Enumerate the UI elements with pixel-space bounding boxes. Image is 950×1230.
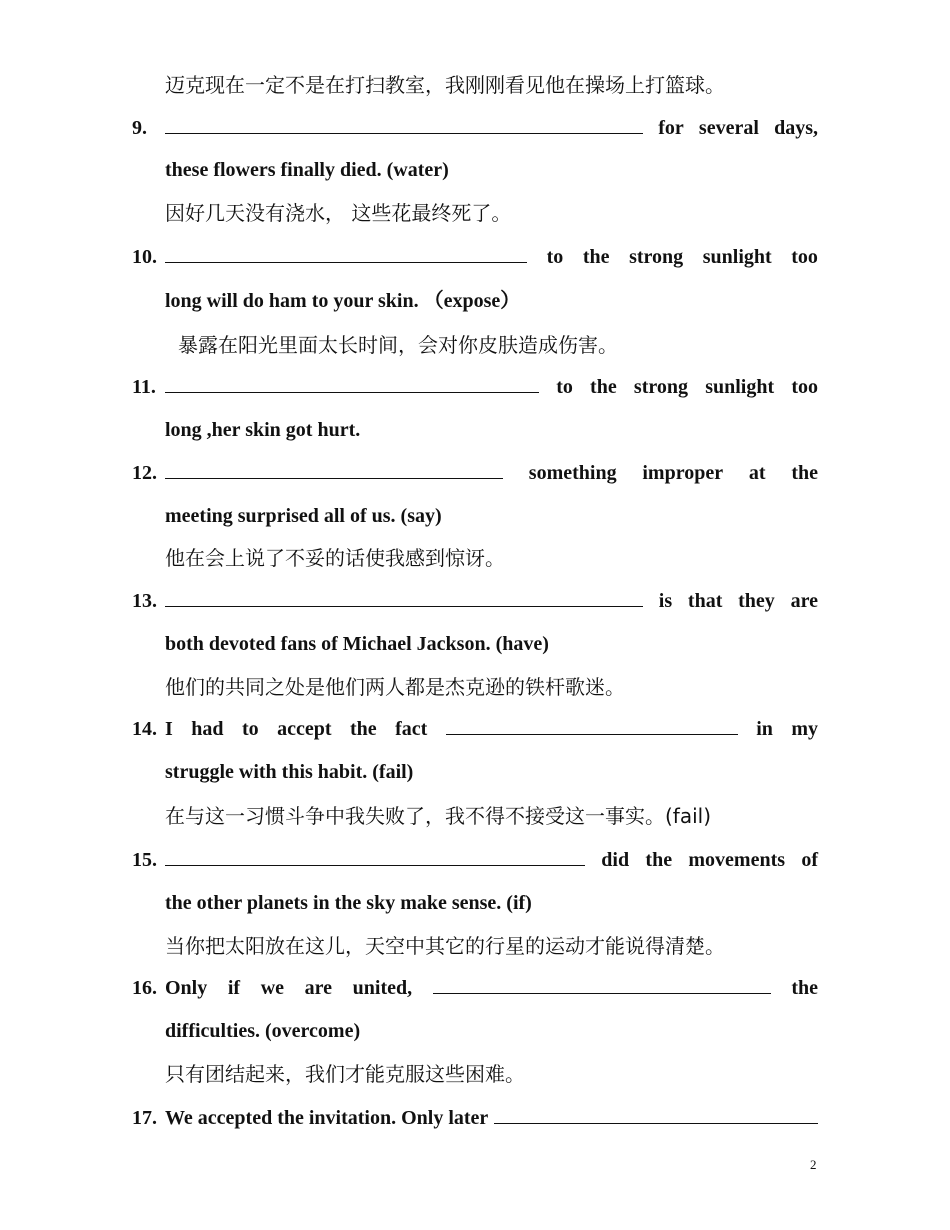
word: at (748, 462, 766, 484)
item-13-line-2 (0, 623, 950, 665)
word: strong (629, 246, 684, 268)
item-11-line-1 (0, 366, 950, 408)
word: the (791, 462, 818, 484)
item-10-chinese-line (0, 324, 950, 366)
item-9-chinese-line (0, 192, 950, 234)
item-16-line-1 (0, 967, 950, 1009)
answer-blank[interactable] (165, 121, 643, 134)
word: to (546, 246, 564, 268)
chinese-translation: 当你把太阳放在这儿，天空中其它的行星的运动才能说得清楚。 (165, 934, 725, 958)
sentence-text: these flowers finally died. (water) (165, 159, 449, 181)
word: are (790, 590, 818, 612)
item-number: 12. (132, 462, 157, 484)
item-number: 14. (132, 718, 157, 740)
item-15-line-2 (0, 882, 950, 924)
item-number: 11. (132, 376, 156, 398)
word: if (227, 977, 241, 999)
answer-blank[interactable] (446, 722, 738, 735)
item-12-line-1 (0, 452, 950, 494)
answer-blank[interactable] (433, 981, 771, 994)
item-15-line-1 (0, 839, 950, 881)
chinese-translation: 在与这一习惯斗争中我失败了，我不得不接受这一事实。(fail) (165, 804, 712, 828)
item-9-line-1 (0, 107, 950, 149)
word: is (658, 590, 673, 612)
item-number: 15. (132, 849, 157, 871)
item-14-line-1 (0, 708, 950, 750)
item-17-line-1 (0, 1097, 950, 1139)
word: united, (352, 977, 413, 999)
sentence-text: struggle with this habit. (fail) (165, 761, 414, 783)
item-13-chinese-line (0, 666, 950, 708)
sentence-text: long ,her skin got hurt. (165, 419, 361, 441)
word: something (528, 462, 617, 484)
item-15-chinese-line (0, 925, 950, 967)
item-13-line-1 (0, 580, 950, 622)
item-16-chinese-line (0, 1053, 950, 1095)
word: in (756, 718, 773, 740)
sentence-text: long will do ham to your skin. （expose） (165, 290, 521, 312)
chinese-translation: 因好几天没有浇水， 这些花最终死了。 (165, 201, 512, 225)
word: accept (277, 718, 332, 740)
item-10-line-1 (0, 236, 950, 278)
sentence-text: the other planets in the sky make sense. (if) (165, 892, 532, 914)
sentence-text: both devoted fans of Michael Jackson. (have) (165, 633, 549, 655)
word: the (582, 246, 610, 268)
chinese-translation: 他们的共同之处是他们两人都是杰克逊的铁杆歌迷。 (165, 675, 625, 699)
word: the (349, 718, 377, 740)
word: days, (774, 117, 818, 139)
chinese-translation: 只有团结起来，我们才能克服这些困难。 (165, 1062, 525, 1086)
word: several (698, 117, 759, 139)
word: the (791, 977, 818, 999)
word: fact (395, 718, 428, 740)
page-number: 2 (810, 1157, 817, 1172)
word: I (165, 718, 173, 740)
word: strong (633, 376, 688, 398)
word: they (738, 590, 775, 612)
chinese-translation: 迈克现在一定不是在打扫教室，我刚刚看见他在操场上打篮球。 (165, 73, 725, 97)
item-14-line-2 (0, 751, 950, 793)
word: that (687, 590, 723, 612)
word: too (791, 376, 818, 398)
item-16-line-2 (0, 1010, 950, 1052)
word: my (791, 718, 818, 740)
chinese-translation: 暴露在阳光里面太长时间，会对你皮肤造成伤害。 (178, 333, 618, 357)
item-12-chinese-line (0, 537, 950, 579)
sentence-text: difficulties. (overcome) (165, 1020, 361, 1042)
sentence-text: meeting surprised all of us. (say) (165, 505, 442, 527)
word: to (241, 718, 259, 740)
word: had (191, 718, 224, 740)
word: the (590, 376, 617, 398)
item-14-chinese-line (0, 795, 950, 837)
answer-blank[interactable] (165, 250, 527, 263)
word: to (556, 376, 573, 398)
word: sunlight (702, 246, 772, 268)
item-9-line-2 (0, 149, 950, 191)
word: sunlight (705, 376, 775, 398)
word: for (658, 117, 684, 139)
answer-blank[interactable] (165, 853, 585, 866)
word: movements (688, 849, 786, 871)
item-10-line-2 (0, 280, 950, 322)
sentence-text: We accepted the invitation. Only later (165, 1107, 489, 1129)
chinese-translation: 他在会上说了不妥的话使我感到惊讶。 (165, 546, 505, 570)
item-number: 17. (132, 1107, 157, 1129)
answer-blank[interactable] (494, 1111, 818, 1124)
word: improper (642, 462, 724, 484)
item-number: 16. (132, 977, 157, 999)
item-number: 13. (132, 590, 157, 612)
answer-blank[interactable] (165, 594, 643, 607)
word: the (645, 849, 673, 871)
item-12-line-2 (0, 495, 950, 537)
word: we (260, 977, 285, 999)
item-8-chinese-line (0, 64, 950, 106)
item-number: 9. (132, 117, 147, 139)
item-number: 10. (132, 246, 157, 268)
word: are (304, 977, 333, 999)
word: of (801, 849, 818, 871)
item-11-line-2 (0, 409, 950, 451)
answer-blank[interactable] (165, 466, 503, 479)
word: too (791, 246, 818, 268)
word: did (601, 849, 630, 871)
word: Only (165, 977, 208, 999)
answer-blank[interactable] (165, 380, 539, 393)
